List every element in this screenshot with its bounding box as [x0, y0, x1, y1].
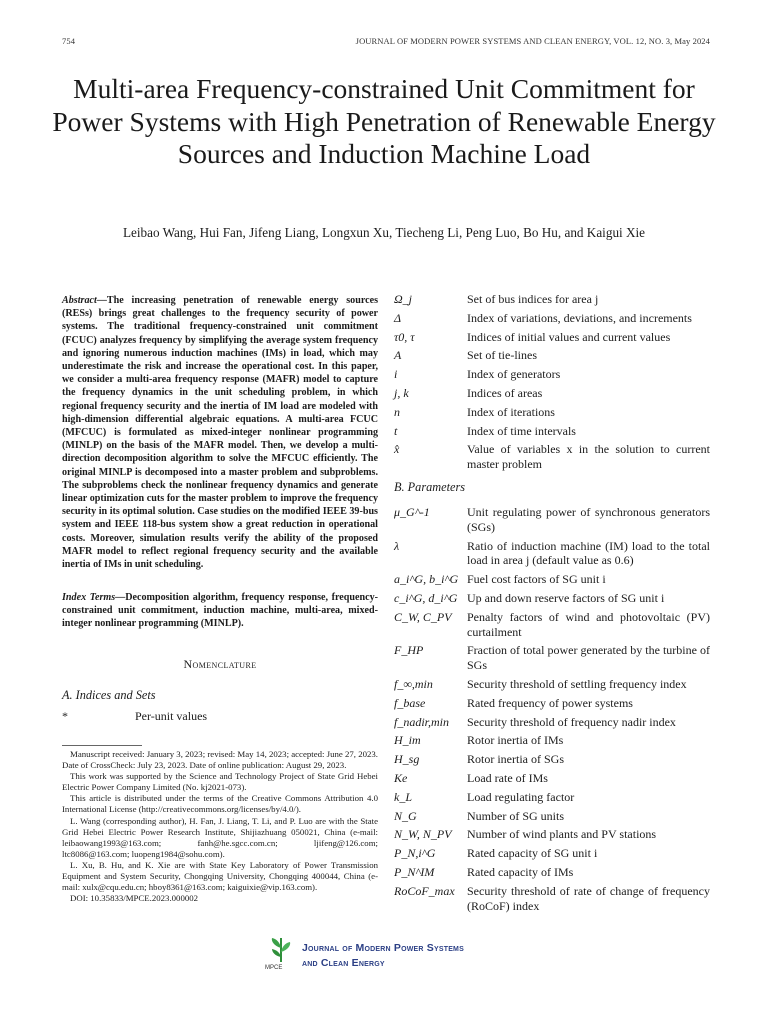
- nomenclature-definition: Index of variations, deviations, and increments: [467, 310, 692, 325]
- nomenclature-definition: Indices of initial values and current values: [467, 329, 671, 344]
- logo-line-2: and Clean Energy: [302, 957, 385, 969]
- nomenclature-row: [394, 572, 710, 587]
- nomenclature-definition: Set of bus indices for area j: [467, 292, 599, 306]
- abstract-text: —The increasing penetration of renewable energy sources (RESs) brings great challenges to the frequency security of power systems. The traditional frequency-constrained unit commitment (FCUC) analyzes frequency by simplifying the average system frequency and ignoring numerous induction machines (IMs) in load, which may underestimate the risk and increase the operational cost. In this paper, we consider a multi-area frequency response (MAFR) model to capture the frequency dynamics in the unit scheduling problem, in which regional frequency security and the inertia of IM load are modeled with high-dimension differential algebraic equations. A multi-area FCUC (MFCUC) is formulated as mixed-integer nonlinear programming (MINLP) on the basis of the MAFR model. Then, we develop a multi-direction decomposition algorithm to solve the MFCUC efficiently. The original MINLP is decomposed into a master problem and subproblems. The subproblems check the nonlinear frequency dynamics and generate linear optimization cuts for the master problem to improve the frequency security in its optimal solution. Case studies on the modified IEEE 39-bus system and IEEE 118-bus system show a great reduction in operational costs. Moreover, simulation results verify the ability of the proposed MAFR model to reflect regional frequency security and the available inertia of IMs in unit scheduling.: [62, 295, 378, 571]
- nomenclature-row: [394, 424, 710, 439]
- nomenclature-symbol: F_HP: [394, 643, 424, 658]
- nomenclature-row: [394, 292, 710, 307]
- nomenclature-symbol: j, k: [394, 385, 409, 400]
- nomenclature-row: [394, 591, 710, 606]
- nomenclature-definition: Indices of areas: [467, 385, 543, 400]
- nomenclature-row: [394, 696, 710, 711]
- footnotes: [62, 749, 378, 904]
- nomenclature-row: [394, 771, 710, 786]
- nomenclature-symbol: A: [394, 348, 402, 363]
- logo-wordmark: [302, 941, 464, 971]
- nomenclature-row: [394, 367, 710, 382]
- nomenclature-heading: Nomenclature: [183, 657, 257, 671]
- journal-header: JOURNAL OF MODERN POWER SYSTEMS AND CLEAN ENERGY, VOL. 12, NO. 3, May 2024: [355, 36, 710, 46]
- nomenclature-definition: Load rate of IMs: [467, 770, 548, 785]
- nomenclature-row: [394, 827, 710, 842]
- nomenclature-definition: Unit regulating power of synchronous generators (SGs): [467, 504, 710, 534]
- nomenclature-definition: Ratio of induction machine (IM) load to the total load in area j (default value as 0.6): [467, 538, 710, 568]
- footnote-doi: DOI: 10.35833/MPCE.2023.000002: [70, 893, 199, 904]
- nomenclature-list: [394, 292, 710, 917]
- nomenclature-row: [394, 442, 710, 472]
- nomenclature-definition: Security threshold of settling frequency index: [467, 676, 687, 691]
- nomenclature-definition: Security threshold of rate of change of frequency (RoCoF) index: [467, 883, 710, 913]
- nomenclature-definition: Rated capacity of IMs: [467, 864, 574, 879]
- nomenclature-symbol: N_W, N_PV: [394, 827, 452, 842]
- nomenclature-row: [394, 610, 710, 640]
- nomenclature-symbol: τ0, τ: [394, 329, 415, 344]
- nomenclature-row: [394, 405, 710, 420]
- index-terms: [62, 591, 378, 631]
- nomenclature-row: [394, 386, 710, 401]
- nomenclature-symbol: c_i^G, d_i^G: [394, 590, 458, 605]
- nomenclature-definition: Index of time intervals: [467, 423, 576, 438]
- nomenclature-definition: Fraction of total power generated by the turbine of SGs: [467, 643, 710, 673]
- footnote-received: Manuscript received: January 3, 2023; revised: May 14, 2023; accepted: June 27, 2023. Date of CrossCheck: July 23, 2023. Date of online publication: August 29, 2023.: [62, 749, 378, 771]
- footnote-funding: This work was supported by the Science and Technology Project of State Grid Hebei Electric Power Company Limited (No. kj2021-073).: [62, 771, 378, 793]
- nomenclature-symbol: x̂: [394, 442, 400, 457]
- logo-line-1: Journal of Modern Power Systems: [302, 942, 464, 954]
- nomenclature-row: [394, 311, 710, 326]
- nomenclature-definition: Value of variables x in the solution to current master problem: [467, 442, 710, 472]
- nomenclature-symbol: λ: [394, 538, 400, 553]
- nomenclature-symbol: P_N^IM: [394, 864, 435, 879]
- journal-logo: [262, 936, 512, 976]
- footnote-affiliation-1: L. Wang (corresponding author), H. Fan, J. Liang, T. Li, and P. Luo are with the State Grid Hebei Electric Power Research Institute, Shijiazhuang 050021, China (e-mail: leibaowang1993@163.com; fanh@he.sgcc.com.cn; ljifeng@126.com; ltc8086@163.com; luopeng1984@sohu.com).: [62, 815, 378, 859]
- nomenclature-symbol: H_im: [394, 733, 421, 748]
- nomenclature-definition: Number of SG units: [467, 808, 564, 823]
- abstract: [62, 294, 378, 571]
- nomenclature-definition: Rotor inertia of IMs: [467, 733, 564, 748]
- nomenclature-definition: Fuel cost factors of SG unit i: [467, 572, 606, 587]
- nomenclature-row: [394, 330, 710, 345]
- nomenclature-definition: Set of tie-lines: [467, 348, 537, 363]
- nomenclature-definition: Rated capacity of SG unit i: [467, 846, 598, 861]
- footnote-license: This article is distributed under the terms of the Creative Commons Attribution 4.0 International License (http://creativecommons.org/licenses/by/4.0/).: [62, 793, 378, 815]
- nomenclature-row: [394, 752, 710, 767]
- nomenclature-symbol: i: [394, 367, 398, 382]
- nomenclature-row: [394, 733, 710, 748]
- nomenclature-definition: Index of iterations: [467, 404, 555, 419]
- nomenclature-definition: Rotor inertia of SGs: [467, 752, 564, 767]
- leaf-logo-icon: [266, 936, 296, 964]
- index-terms-text: —Decomposition algorithm, frequency response, frequency-constrained unit commitment, induction machine, multi-area, mixed-integer nonlinear programming (MINLP).: [62, 592, 378, 630]
- nomenclature-symbol: Ke: [394, 770, 408, 785]
- nomenclature-row: [394, 348, 710, 363]
- footnote-affiliation-2: L. Xu, B. Hu, and K. Xie are with State Key Laboratory of Power Transmission Equipment and System Security, Chongqing University, Chongqing 400044, China (e-mail: xulx@cqu.edu.cn; hboy8361@163.com; kaiguixie@vip.163.com).: [62, 859, 378, 893]
- section-indices-heading: A. Indices and Sets: [62, 688, 156, 702]
- nomenclature-row: [394, 809, 710, 824]
- nomenclature-symbol: P_N,i^G: [394, 846, 436, 861]
- author-list: Leibao Wang, Hui Fan, Jifeng Liang, Longxun Xu, Tiecheng Li, Peng Luo, Bo Hu, and Kaigui Xie: [122, 225, 646, 240]
- nomenclature-definition: Number of wind plants and PV stations: [467, 827, 657, 842]
- nomenclature-definition: Penalty factors of wind and photovoltaic (PV) curtailment: [467, 609, 710, 639]
- nomenclature-row: [394, 677, 710, 692]
- nomenclature-row: [394, 539, 710, 569]
- nomenclature-definition: Rated frequency of power systems: [467, 695, 633, 710]
- nomenclature-symbol: f_∞,min: [394, 676, 433, 691]
- page-number: 754: [62, 36, 76, 46]
- nomenclature-symbol: *: [62, 709, 68, 723]
- nomenclature-definition: Per-unit values: [135, 709, 208, 723]
- logo-abbreviation: MPCE: [265, 965, 283, 971]
- nomenclature-symbol: N_G: [394, 808, 417, 823]
- nomenclature-row: [394, 790, 710, 805]
- nomenclature-definition: Up and down reserve factors of SG unit i: [467, 590, 665, 605]
- nomenclature-row: [394, 505, 710, 535]
- nomenclature-symbol: n: [394, 404, 400, 419]
- nomenclature-symbol: Δ: [394, 310, 402, 325]
- section-parameters-heading: B. Parameters: [394, 479, 466, 494]
- nomenclature-symbol: k_L: [394, 789, 412, 804]
- nomenclature-symbol: f_base: [394, 695, 426, 710]
- nomenclature-definition: Index of generators: [467, 367, 561, 382]
- footnote-divider: [62, 745, 142, 746]
- nomenclature-symbol: μ_G^-1: [394, 504, 430, 519]
- nomenclature-definition: Load regulating factor: [467, 789, 575, 804]
- nomenclature-symbol: t: [394, 423, 398, 438]
- paper-title: Multi-area Frequency-constrained Unit Commitment for Power Systems with High Penetration of Renewable Energy Sources and Induction Machine Load: [52, 73, 716, 169]
- nomenclature-symbol: a_i^G, b_i^G: [394, 572, 459, 587]
- abstract-label: Abstract: [62, 295, 97, 306]
- nomenclature-definition: Security threshold of frequency nadir index: [467, 714, 676, 729]
- nomenclature-row: [394, 865, 710, 880]
- nomenclature-symbol: H_sg: [394, 752, 420, 767]
- index-terms-label: Index Terms: [62, 592, 116, 603]
- nomenclature-symbol: C_W, C_PV: [394, 609, 452, 624]
- nomenclature-symbol: f_nadir,min: [394, 714, 450, 729]
- nomenclature-symbol: RoCoF_max: [394, 883, 455, 898]
- nomenclature-row: [394, 643, 710, 673]
- nomenclature-row: [394, 715, 710, 730]
- nomenclature-row: [394, 846, 710, 861]
- nomenclature-symbol: Ω_j: [394, 292, 413, 306]
- nomenclature-row: [394, 884, 710, 914]
